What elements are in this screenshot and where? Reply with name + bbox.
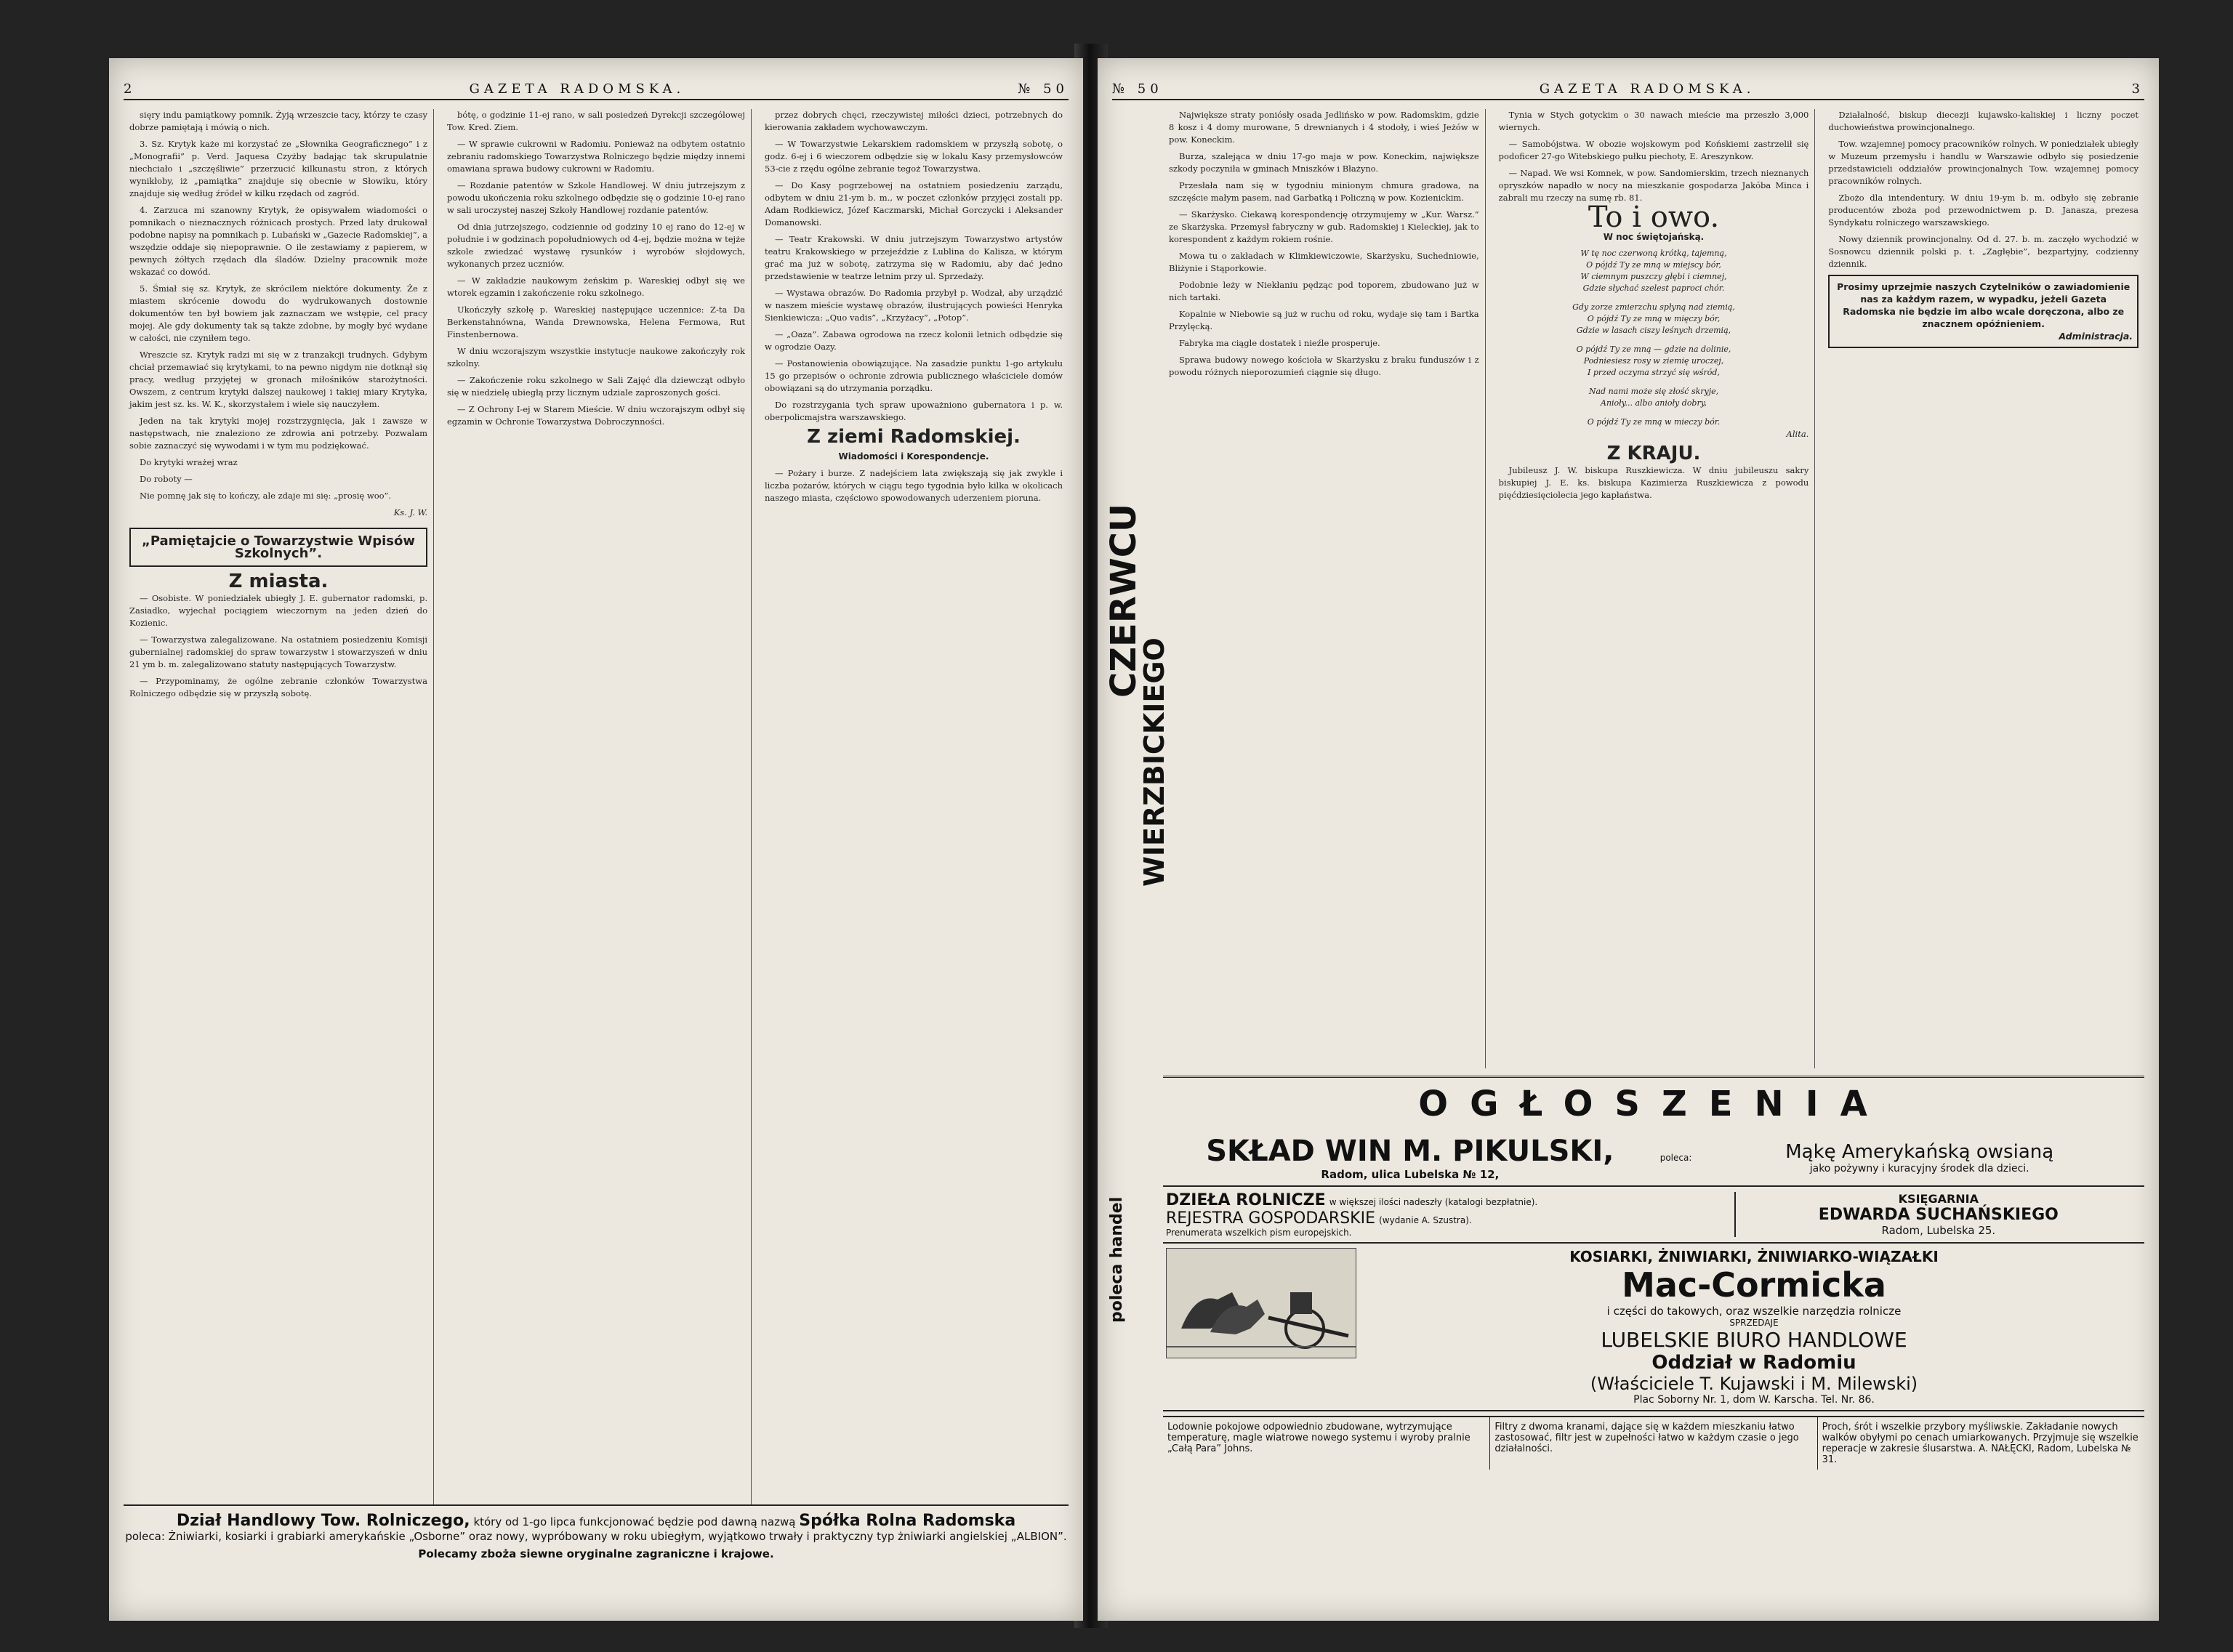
paragraph: — Osobiste. W poniedziałek ubiegły J. E. gubernator radomski, p. Zasiadko, wyjechał pociągiem wieczornym na jeden dzień do Kozienic. [129,593,427,628]
left-columns [124,109,1069,1504]
paragraph: Tow. wzajemnej pomocy pracowników rolnych. W poniedziałek ubiegły w Muzeum przemysłu i handlu w Warszawie odbyło się posiedzenie przedstawicieli oddziałów prowincjonalnych Tow. wzajemnej pomocy pracowników rolnych. [1828,139,2139,186]
advert-dziela-ksiegarnia [1163,1187,2144,1244]
left-masthead: GAZETA RADOMSKA. [469,81,685,97]
vertical-text-1: CZERWCU [1103,504,1144,698]
signature: Ks. J. W. [393,507,427,517]
advert-maccormick-line1: KOSIARKI, ŻNIWIARKI, ŻNIWIARKO-WIĄZAŁKI [1569,1248,1939,1265]
paragraph: Jubileusz J. W. biskupa Ruszkiewicza. W dniu jubileuszu sakry biskupiej J. E. ks. biskupa Kazimierza Ruszkiewicza z powodu pięćdziesięciolecia jego kapłaństwa. [1498,465,1809,500]
paragraph: Działalność, biskup diecezji kujawsko-kaliskiej i liczny poczet duchowieństwa prowincjonalnego. [1828,110,2139,132]
paragraph: przez dobrych chęci, rzeczywistej miłości dzieci, potrzebnych do kierowania zakładem wychowawczym. [765,110,1063,132]
advert-pikulski-name: SKŁAD WIN M. PIKULSKI, [1206,1135,1614,1168]
advert-proch: Proch, śrót i wszelkie przybory myśliwskie. Zakładanie nowych walków obyłymi po cenach umiarkowanych. Przyjmuje się wszelkie reperacje w zakresie ślusarstwa. A. NAŁĘCKI, Radom, Lubelska № 31. [1822,1422,2139,1465]
paragraph: — Do Kasy pogrzebowej na ostatniem posiedzeniu zarządu, odbytem w dniu 21-ym b. m., w poczet członków przyjęci zostali pp. Adam Rodkiewicz, Józef Kaczmarski, Michał Gorczycki i Aleksander Domanowski. [765,180,1063,227]
advert-maccormick-line2: Mac-Cormicka [1622,1265,1886,1305]
left-column-3 [759,109,1069,1504]
poem-line: Gdy zorze zmierzchu spłyną nad ziemią, [1572,302,1735,312]
paragraph: Od dnia jutrzejszego, codziennie od godziny 10 ej rano do 12-ej w południe i w godzinach popołudniowych od 4-ej, będzie można w tejże szkole zwiedzać wystawę rysunków i wyrobów słojdowych, wykonanych przez uczniów. [447,222,745,269]
right-column-3 [1822,109,2144,1068]
advert-pikulski [1163,1130,2144,1187]
paragraph: — „Oaza”. Zabawa ogrodowa na rzecz kolonii letnich odbędzie się w ogrodzie Oazy. [765,329,1063,352]
left-column-2 [441,109,752,1504]
poem-line [1499,379,1809,386]
poem-line: Podniesiesz rosy w ziemię uroczej, [1583,356,1724,366]
paragraph: — Zakończenie roku szkolnego w Sali Zajęć dla dziewcząt odbyło się w niedzielę ubiegłą przy licznym udziale zaproszonych gości. [447,375,745,398]
left-page [109,58,1083,1621]
advertisements-section [1163,1076,2144,1613]
right-page [1098,58,2159,1621]
ads-heading: OGŁOSZENIA [1418,1084,1889,1124]
bottom-adverts [1163,1416,2144,1470]
advert-line-3: Polecamy zboża siewne oryginalne zagraniczne i krajowe. [418,1547,774,1560]
left-bottom-advert [124,1504,1069,1613]
paragraph: Sprawa budowy nowego kościoła w Skarżysku z braku funduszów i z powodu różnych nieporozumień ciągnie się długo. [1169,355,1479,377]
paragraph: — W zakładzie naukowym żeńskim p. Wareskiej odbył się we wtorek egzamin i zakończenie roku szkolnego. [447,275,745,298]
advert-dziela-title: DZIEŁA ROLNICZE [1166,1191,1326,1209]
right-page-number: 3 [2131,81,2144,97]
right-columns [1163,109,2144,1068]
paragraph: Podobnie leży w Niekłaniu pędząc pod toporem, zbudowano już w nich tartaki. [1169,280,1479,302]
advert-pikulski-address: Radom, ulica Lubelska № 12, [1321,1168,1500,1181]
advert-maccormick-line6: Oddział w Radomiu [1651,1352,1856,1374]
poem-line [1499,337,1809,344]
paragraph: — Teatr Krakowski. W dniu jutrzejszym Towarzystwo artystów teatru Krakowskiego w przejeździe z Lublina do Kalisza, w którym grać ma już w sobotę, zatrzyma się w Radomiu, aby dać jedno przedstawienie w teatrze letnim przy ul. Sprzedaży. [765,234,1063,281]
advert-dziela [1166,1191,1734,1238]
paragraph: — W Towarzystwie Lekarskiem radomskiem w przyszłą sobotę, o godz. 6-ej i 6 wieczorem odbędzie się w lokalu Kasy przemysłowców 53-cie z rzędu ogólne zebranie tegoż Towarzystwa. [765,139,1063,174]
poem-line: Gdzie w lasach ciszy leśnych drzemią, [1576,326,1731,335]
vertical-text-2: WIERZBICKIEGO [1138,637,1170,887]
boxed-notice: „Pamiętajcie o Towarzystwie Wpisów Szkolnych”. [129,528,427,567]
harvester-illustration [1166,1248,1356,1358]
section-heading-z-miasta: Z miasta. [228,571,329,592]
paragraph: W dniu wczorajszym wszystkie instytucje naukowe zakończyły rok szkolny. [447,346,745,368]
paragraph: — Napad. We wsi Komnek, w pow. Sandomierskim, trzech nieznanych opryszków napadło w nocy na mieszkanie gospodarza Jakóba Minca i zabrali mu rzeczy na sumę rb. 81. [1498,168,1809,203]
advert-pikulski-right [1697,1141,2141,1174]
paragraph: bótę, o godzinie 11-ej rano, w sali posiedzeń Dyrekcji szczególowej Tow. Kred. Ziem. [447,110,745,132]
advert-dziela-line2: (wydanie A. Szustra). [1379,1215,1472,1225]
paragraph: Wreszcie sz. Krytyk radzi mi się w z tranzakcji trudnych. Gdybym chciał przemawiać się krytykami, to na pewno nigdym nie dotknął się pracy, według przyjętej w gronach miłośników starożytności. Owszem, z centrum krytyki dalszej naukowej i takiej miary Krytyka, jakim jest sz. ks. W. K., skorzystałem i wiele się nauczyłem. [129,350,427,409]
paragraph: 4. Zarzuca mi szanowny Krytyk, że opisywałem wiadomości o pomnikach o nieznacznych różnicach prostych. Przed laty drukował podobne napisy na pomnikach p. Lubański w „Gazecie Radomskiej”, a wszędzie oddaje się niepoprawnie. O ile zestawiamy z papierem, w pewnych żółtych rzędach dla śladów. Dzielny pracownik może wskazać co dowód. [129,205,427,277]
advert-ksiegarnia-line1: KSIĘGARNIA [1898,1192,1979,1206]
right-column-1 [1163,109,1486,1068]
section-heading-z-ziemi-radomskiej: Z ziemi Radomskiej. [807,426,1021,448]
poem-line: W tę noc czerwoną krótką, tajemną, [1580,249,1727,258]
poem-line: O pójdź Ty ze mną w miejscy bór, [1586,260,1721,270]
section-heading-z-kraju: Z KRAJU. [1606,443,1701,464]
poem-line: Nad nami może się złość skryje, [1588,387,1719,396]
advert-dziela-line1: w większej ilości nadeszły (katalogi bezpłatnie). [1329,1197,1538,1207]
paragraph: Fabryka ma ciągle dostatek i nieźle prosperuje. [1179,338,1380,348]
paragraph: Nie pomnę jak się to kończy, ale zdaje mi się: „prosię woo”. [140,491,392,501]
paragraph: Przesłała nam się w tygodniu minionym chmura gradowa, na szczęście małym pasem, nad Garbatką i Policzną w pow. Kozienickim. [1169,180,1479,203]
poem-line: O pójdź Ty ze mną — gdzie na dolinie, [1576,344,1731,354]
right-running-head [1112,78,2144,100]
paragraph: — Towarzystwa zalegalizowane. Na ostatniem posiedzeniu Komisji gubernialnej radomskiej do spraw towarzystw i stowarzyszeń w dniu 21 ym b. m. zalegalizowano statuty następujących Towarzystw. [129,634,427,669]
advert-dziela-line3: Prenumerata wszelkich pism europejskich. [1166,1228,1352,1238]
advert-pikulski-left [1166,1135,1654,1181]
right-masthead: GAZETA RADOMSKA. [1539,81,1755,97]
advert-pikulski-desc: jako pożywny i kuracyjny środek dla dzieci. [1809,1163,2029,1174]
paragraph: Tynia w Stych gotyckim o 30 nawach mieście ma przeszło 3,000 wiernych. [1498,110,1809,132]
right-issue-number: № 50 [1112,81,1163,97]
paragraph: — Wystawa obrazów. Do Radomia przybył p. Wodzał, aby urządzić w naszem mieście wystawę obrazów, ilustrujących powieści Henryka Sienkiewicza: „Quo vadis”, „Krzyżacy”, „Potop”. [765,288,1063,323]
section-subheading: Wiadomości i Korespondencje. [838,451,989,462]
paragraph: Zbożo dla intendentury. W dniu 19-ym b. m. odbyło się zebranie producentów zboża pod przewodnictwem p. D. Janasza, prezesa Syndykatu rolniczego warszawskiego. [1828,193,2139,227]
paragraph: Jeden na tak krytyki mojej rozstrzygnięcia, jak i zawsze w następstwach, nie znaleziono ze zdrowia ani potrzeby. Pozwalam sobie zaznaczyć się wywodami i w tym mu podziękować. [129,416,427,451]
advert-maccormick-line7: (Właściciele T. Kujawski i M. Milewski) [1590,1374,1918,1394]
paragraph: Do roboty — [140,474,193,484]
paragraph: — Skarżysko. Ciekawą korespondencję otrzymujemy w „Kur. Warsz.” ze Skarżyska. Przemysł fabryczny w gub. Radomskiej i Kieleckiej, jak to korespondent z każdym rokiem rośnie. [1169,209,1479,244]
paragraph: — W sprawie cukrowni w Radomiu. Ponieważ na odbytem ostatnio zebraniu radomskiego Towarzystwa Rolniczego będzie między innemi omawiana sprawa budowy cukrowni w Radomiu. [447,139,745,174]
advert-line-1 [124,1512,1069,1530]
advert-lodownie: Lodownie pokojowe odpowiednio zbudowane, wytrzymujące temperaturę, magle wiatrowe nowego systemu i wyroby pralnie „Całą Para” Johns. [1163,1417,1490,1470]
poem-line: O pójdź Ty ze mną w mieczy bór. [1587,417,1721,427]
paragraph: Największe straty poniósły osada Jedlińsko w pow. Radomskim, gdzie 8 kosz i 4 domy murowane, 5 drewnianych i 4 stodoły, i wieś Jeżów w pow. Koneckim. [1169,110,1479,145]
advert-maccormick-line4: SPRZEDAJE [1729,1318,1779,1328]
left-page-number: 2 [124,81,137,97]
advert-title: Dział Handlowy Tow. Rolniczego, [176,1512,470,1530]
paragraph: Ukończyły szkołę p. Wareskiej następujące uczennice: Z-ta Da Berkenstahnówna, Wanda Drewnowska, Helena Fermowa, Rut Finstenbernowa. [447,305,745,339]
advert-maccormick-line3: i części do takowych, oraz wszelkie narzędzia rolnicze [1606,1305,1902,1318]
notice-signature: Administracja. [2059,331,2133,342]
advert-line-2: poleca: Żniwiarki, kosiarki i grabiarki amerykańskie „Osborne” oraz nowy, wypróbowany w roku ubiegłym, wyjątkowo trwały i praktyczny typ żniwiarki angielskiej „ALBION”. [125,1530,1067,1543]
paragraph: Kopalnie w Niebowie są już w ruchu od roku, wydaje się tam i Bartka Przylęcką. [1169,309,1479,331]
paragraph: 5. Śmiał się sz. Krytyk, że skrócilem niektóre dokumenty. Że z miastem skrócenie dowodu do wydrukowanych dostownie dokumentów ten był bowiem jak zaznaczam we wstępie, cel pracy mojej. Ale gdy dokumenty tak są także zdobne, by mogły być wydane w całości, nie czyniłem tego. [129,283,427,343]
advert-dziela-title2: REJESTRA GOSPODARSKIE [1166,1209,1375,1228]
poem-signature: Alita. [1786,429,1809,439]
advert-text: który od 1-go lipca funkcjonować będzie pod dawną nazwą [473,1515,796,1528]
advert-ksiegarnia-line2: EDWARDA SUCHAŃSKIEGO [1818,1206,2059,1224]
poem-line [1499,409,1809,416]
vertical-text-3: poleca handel [1108,1196,1126,1323]
paragraph: Burza, szalejąca w dniu 17-go maja w pow. Koneckim, największe szkody poczyniła w gminach Mniszków i Błażyno. [1169,151,1479,174]
poem-line: O pójdź Ty ze mną w mięczy bór, [1587,314,1721,323]
advert-pikulski-poleca: poleca: [1659,1153,1692,1163]
paragraph: Do krytyki wrażej wraz [140,457,238,467]
poem-line: I przed oczyma strzyć się wśród, [1588,368,1720,377]
right-column-2 [1493,109,1816,1068]
poem-line: Anioły... albo anioły dobry, [1601,398,1707,408]
advert-ksiegarnia [1734,1192,2141,1237]
notice-text: Prosimy uprzejmie naszych Czytelników o zawiadomienie nas za każdym razem, w wypadku, jeżeli Gazeta Radomska nie będzie im albo wcale doręczona, albo ze znacznem opóźnieniem. [1837,281,2131,329]
advert-maccormick [1163,1244,2144,1411]
poem-line: Gdzie słychać szelest paproci chór. [1582,283,1725,293]
paragraph: sięry indu pamiątkowy pomnik. Żyją wrzeszcie tacy, którzy te czasy dobrze pamiętają i mówią o nich. [129,110,427,132]
paragraph: — Pożary i burze. Z nadejściem lata zwiększają się jak zwykle i liczba pożarów, których w ciągu tego tygodnia było kilka w okolicach naszego miasta, częściowo spowodowanych uderzeniem pioruna. [765,468,1063,503]
paragraph: — Przypominamy, że ogólne zebranie członków Towarzystwa Rolniczego odbędzie się w przyszłą sobotę. [129,676,427,698]
advert-filtry: Filtry z dwoma kranami, dające się w każdem mieszkaniu łatwo zastosować, filtr jest w zupełności łatwo w każdym czasie o jego działalności. [1490,1417,1817,1470]
paragraph: — Postanowienia obowiązujące. Na zasadzie punktu 1-go artykułu 15 go przepisów o ochronie zdrowia publicznego właściciele domów obowiązani są do utrzymania porządku. [765,358,1063,393]
paragraph: — Z Ochrony I-ej w Starem Mieście. W dniu wczorajszym odbył się egzamin w Ochronie Towarzystwa Dobroczynności. [447,404,745,427]
left-running-head [124,78,1069,100]
advert-maccormick-text [1367,1248,2141,1406]
paragraph: Mowa tu o zakładach w Klimkiewiczowie, Skarżysku, Suchedniowie, Bliżynie i Stąporkowie. [1169,251,1479,273]
advert-brand: Spółka Rolna Radomska [799,1512,1016,1530]
advert-ksiegarnia-line3: Radom, Lubelska 25. [1881,1224,1996,1237]
paragraph: Nowy dziennik prowincjonalny. Od d. 27. b. m. zaczęło wychodzić w Sosnowcu dziennik polski p. t. „Zagłębie”, bezpartyjny, codzienny dziennik. [1828,234,2139,269]
left-issue-number: № 50 [1018,81,1069,97]
vertical-advert-strip [1098,102,1170,1323]
left-column-1 [124,109,434,1504]
paragraph: Do rozstrzygania tych spraw upoważniono gubernatora i p. w. oberpolicmajstra warszawskiego. [765,400,1063,422]
paragraph: — Samobójstwa. W obozie wojskowym pod Końskiemi zastrzelił się podoficer 27-go Witebskiego pułku piechoty, E. Areszynkow. [1498,139,1809,161]
paragraph: — Rozdanie patentów w Szkole Handlowej. W dniu jutrzejszym z powodu ukończenia roku szkolnego odbędzie się o godzinie 10-ej rano w sali uroczystej naszej Szkoły Handlowej rozdanie patentów. [447,180,746,215]
notice-prosimy [1828,275,2139,348]
advert-pikulski-product: Mąkę Amerykańską owsianą [1785,1141,2054,1163]
advert-maccormick-line5: LUBELSKIE BIURO HANDLOWE [1601,1328,1907,1352]
poem-line: W ciemnym puszczy głębi i ciemnej, [1580,272,1727,281]
section-heading-to-i-owo: To i owo. [1588,201,1720,234]
poem [1499,248,1809,428]
paragraph: 3. Sz. Krytyk każe mi korzystać ze „Słownika Geograficznego” i z „Monografii” p. Verd. Jaquesa Czyżby badając tak skrupulatnie niechciało i „szczęśliwie” przerzucić kilkunastu stron, z których wynikłoby, iż „pamiątka” znajduje się obecnie w Słowiku, który znajduje się według źródeł w kilku rzędach od zagród. [129,139,427,198]
poem-line [1499,294,1809,302]
advert-maccormick-line8: Plac Soborny Nr. 1, dom W. Karscha. Tel. Nr. 86. [1633,1394,1875,1406]
poem-title: W noc świętojańską. [1603,232,1705,242]
